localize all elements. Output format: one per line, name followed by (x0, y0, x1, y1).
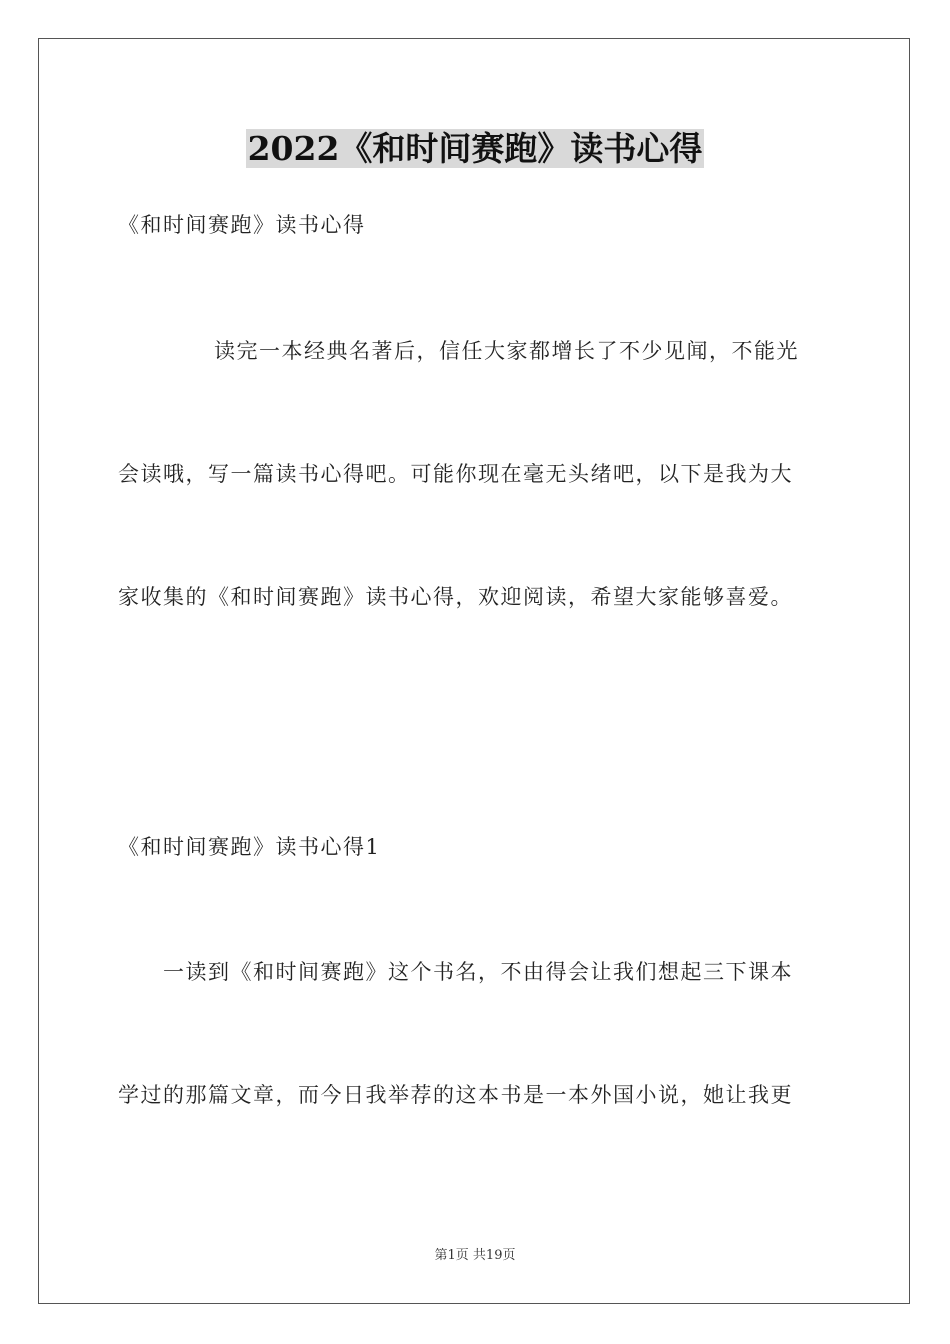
intro-paragraph-line: 家收集的《和时间赛跑》读书心得，欢迎阅读，希望大家能够喜爱。 (118, 585, 793, 609)
intro-paragraph-line: 读完一本经典名著后，信任大家都增长了不少见闻，不能光 (214, 339, 799, 363)
document-subtitle: 《和时间赛跑》读书心得 (118, 213, 366, 237)
body-paragraph-line: 一读到《和时间赛跑》这个书名，不由得会让我们想起三下课本 (163, 960, 793, 984)
section-heading: 《和时间赛跑》读书心得1 (118, 835, 381, 859)
body-paragraph-line: 学过的那篇文章，而今日我举荐的这本书是一本外国小说，她让我更 (118, 1083, 793, 1107)
document-title (0, 126, 950, 172)
page-footer: 第1页 共19页 (434, 1248, 516, 1263)
intro-paragraph-line: 会读哦，写一篇读书心得吧。可能你现在毫无头绪吧，以下是我为大 (118, 462, 793, 486)
document-title-text: 2022《和时间赛跑》读书心得 (247, 129, 703, 168)
